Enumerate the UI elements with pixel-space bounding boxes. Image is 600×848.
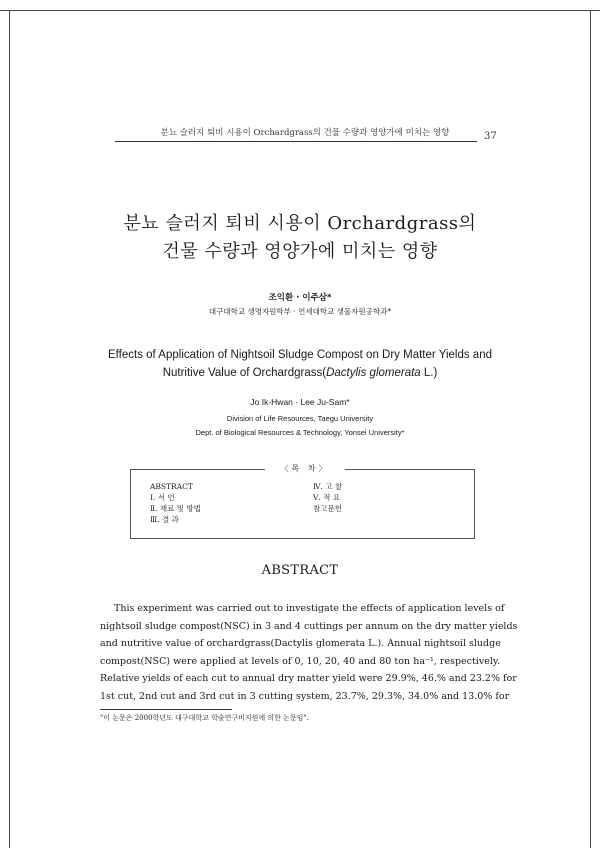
english-affiliation-1: Division of Life Resources, Taegu University (226, 414, 374, 423)
korean-title-line-1: 분뇨 슬러지 퇴비 시용이 Orchardgrass의 (123, 213, 477, 234)
abstract-heading: ABSTRACT (261, 563, 339, 578)
toc-item: Ⅲ. 결 과 (150, 515, 179, 524)
toc-right-column (313, 481, 342, 514)
page-frame-top (0, 0, 600, 11)
abstract-line: Relative yields of each cut to annual dry matter yield were 29.9%, 46.% and 23.2% for (100, 673, 517, 684)
toc-item: 참고문헌 (313, 504, 342, 513)
toc-left-column (150, 481, 201, 525)
korean-title-line-2: 건물 수량과 영양가에 미치는 영향 (162, 241, 438, 262)
toc-item: Ⅴ. 적 요 (313, 493, 341, 502)
table-of-contents-title: 〈목 차〉 (265, 463, 345, 474)
korean-authors: 조익환 · 이주삼* (268, 293, 332, 303)
page-number: 37 (484, 131, 497, 142)
abstract-body (100, 600, 518, 705)
korean-title (60, 210, 540, 266)
page-frame-left (0, 10, 10, 848)
header-rule (115, 141, 477, 142)
english-authors: Jo Ik-Hwan · Lee Ju-Sam* (250, 397, 350, 407)
abstract-line: This experiment was carried out to investigate the effects of application levels of (114, 603, 505, 614)
toc-item: Ⅰ. 서 언 (150, 493, 175, 502)
english-title-suffix: L.) (420, 367, 438, 379)
page-frame-right (590, 10, 600, 848)
footnote-rule (100, 709, 232, 710)
english-affiliation-2: Dept. of Biological Resources & Technology, Yonsei University* (195, 428, 405, 437)
english-title-line-1: Effects of Application of Nightsoil Sludge Compost on Dry Matter Yields and (108, 349, 492, 361)
abstract-line: nightsoil sludge compost(NSC) in 3 and 4 cuttings per annum on the dry matter yields (100, 620, 518, 632)
abstract-line: 1st cut, 2nd cut and 3rd cut in 3 cutting system, 23.7%, 29.3%, 34.0% and 13.0% for (100, 690, 510, 702)
toc-item: Ⅱ. 재료 및 방법 (150, 504, 201, 513)
english-title-line-2 (60, 364, 540, 382)
footnote: "이 논문은 2000학년도 대구대학교 학술연구비지원에 의한 논문임". (100, 714, 309, 722)
english-title-text: Nutritive Value of Orchardgrass( (162, 367, 327, 379)
english-title (60, 346, 540, 382)
running-head: 분뇨 슬러지 퇴비 시용이 Orchardgrass의 건물 수량과 영양가에 미치는 영향 (160, 128, 450, 138)
toc-item: Ⅳ. 고 찰 (313, 482, 343, 491)
species-name: Dactylis glomerata (326, 367, 421, 379)
korean-affiliation: 대구대학교 생명자원학부 · 연세대학교 생물자원공학과* (208, 307, 392, 316)
toc-item: ABSTRACT (150, 482, 193, 491)
abstract-line: compost(NSC) were applied at levels of 0, 10, 20, 40 and 80 ton ha⁻¹, respectively. (100, 655, 500, 667)
abstract-line: and nutritive value of orchardgrass(Dactylis glomerata L.). Annual nightsoil sludge (100, 638, 501, 649)
